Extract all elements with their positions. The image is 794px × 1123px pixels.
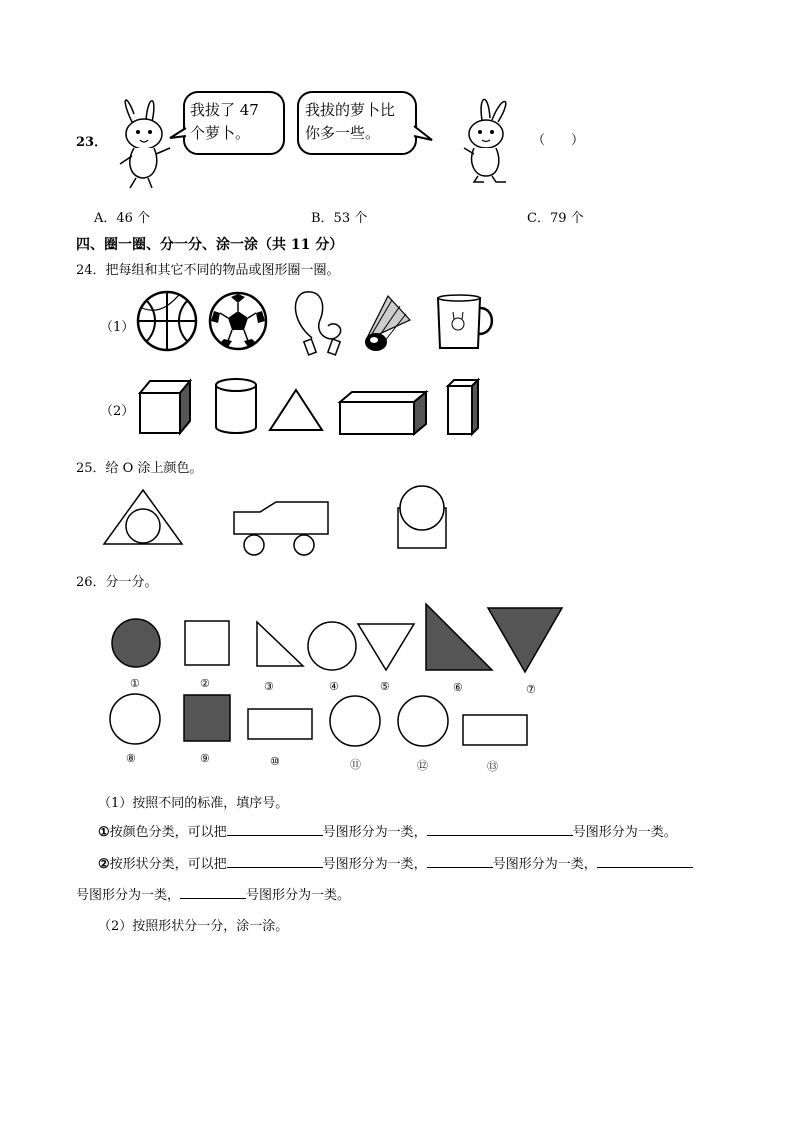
shape-1-filled-circle[interactable] (110, 617, 162, 669)
shape-4-circle[interactable] (306, 620, 358, 672)
fill-line-color (98, 821, 677, 840)
shape-label-9: ⑨ (200, 752, 210, 765)
option-a[interactable]: A．46 个 (94, 211, 151, 226)
cube-icon[interactable] (138, 379, 194, 435)
triangle-icon[interactable] (268, 388, 324, 432)
line2-number: ② (98, 857, 110, 872)
sub-question-2: （2）按照形状分一分，涂一涂。 (98, 919, 289, 934)
mug-icon[interactable] (434, 292, 498, 352)
shape-label-5: ⑤ (380, 680, 390, 693)
blank-shape-group-2[interactable] (427, 853, 493, 868)
line1-number: ① (98, 825, 110, 840)
jump-rope-icon[interactable] (282, 290, 352, 358)
option-b[interactable]: B．53 个 (311, 211, 368, 226)
shape-11-circle[interactable] (328, 694, 382, 748)
shape-label-13: ⑬ (487, 760, 498, 773)
blank-color-group-2[interactable] (427, 821, 573, 836)
fill-line-shape-cont (76, 884, 350, 903)
answer-paren-23[interactable]: （ ） (532, 133, 585, 148)
shape-label-10: ⑩ (270, 755, 280, 768)
shape-8-circle[interactable] (108, 692, 162, 746)
line2-text-a: 按形状分类，可以把 (109, 857, 227, 872)
line2-text-c: 号图形分为一类， (492, 857, 597, 872)
sub-question-1: （1）按照不同的标准，填序号。 (98, 796, 289, 811)
blank-shape-group-3[interactable] (597, 853, 693, 868)
shape-label-8: ⑧ (126, 752, 136, 765)
row2-label: （2） (100, 404, 135, 419)
shape-label-11: ⑪ (350, 758, 361, 771)
shape-label-4: ④ (329, 680, 339, 693)
shuttlecock-icon[interactable] (358, 292, 414, 354)
fill-line-shape (98, 853, 693, 872)
cylinder-icon[interactable] (214, 377, 258, 435)
question-number-23: 23． (76, 135, 108, 150)
bubble-left-line2: 个萝卜。 (190, 124, 251, 142)
shape-label-1: ① (130, 677, 140, 690)
triangle-with-circle-figure[interactable] (102, 488, 184, 546)
section-heading: 四、圈一圈、分一分、涂一涂（共 11 分） (76, 237, 344, 253)
line3-text-b: 号图形分为一类。 (246, 888, 351, 903)
shape-label-6: ⑥ (453, 681, 463, 694)
bubble-left-line1: 我拔了 47 (190, 101, 259, 119)
rabbit-right-icon (452, 90, 522, 185)
shape-3-right-triangle[interactable] (255, 620, 305, 668)
cuboid-icon[interactable] (338, 390, 428, 436)
shape-label-3: ③ (264, 680, 274, 693)
line1-text-c: 号图形分为一类。 (572, 825, 677, 840)
line2-text-b: 号图形分为一类， (322, 857, 427, 872)
shape-2-square[interactable] (184, 620, 230, 666)
shape-12-circle[interactable] (396, 694, 450, 748)
question-24-prompt: 24．把每组和其它不同的物品或图形圈一圈。 (76, 263, 340, 278)
blank-shape-group-1[interactable] (227, 853, 323, 868)
soccer-ball-icon[interactable] (208, 291, 268, 351)
question-26-prompt: 26．分一分。 (76, 575, 158, 590)
basketball-icon[interactable] (136, 290, 198, 352)
tall-cuboid-icon[interactable] (446, 378, 482, 436)
shape-10-rectangle[interactable] (247, 708, 315, 740)
shape-label-2: ② (200, 677, 210, 690)
row1-label: （1） (100, 320, 135, 335)
shape-9-filled-square[interactable] (183, 694, 231, 742)
shape-label-7: ⑦ (526, 683, 536, 696)
shape-label-12: ⑫ (417, 759, 428, 772)
blank-color-group-1[interactable] (227, 821, 323, 836)
shape-13-rectangle[interactable] (462, 714, 530, 746)
line1-text-a: 按颜色分类，可以把 (109, 825, 227, 840)
bubble-right-line1: 我拔的萝卜比 (305, 101, 396, 119)
line1-text-b: 号图形分为一类， (322, 825, 427, 840)
shape-6-filled-right-triangle[interactable] (424, 602, 494, 672)
bubble-right-line2: 你多一些。 (305, 124, 381, 142)
option-c[interactable]: C．79 个 (527, 211, 584, 226)
question-25-prompt: 25．给 O 涂上颜色。 (76, 461, 203, 476)
shape-7-filled-inverted-triangle[interactable] (486, 606, 564, 674)
line3-text-a: 号图形分为一类， (76, 888, 181, 903)
shape-5-inverted-triangle[interactable] (356, 622, 416, 672)
car-figure[interactable] (232, 498, 332, 558)
blank-shape-group-4[interactable] (180, 884, 246, 899)
circle-on-square-figure[interactable] (396, 484, 448, 550)
